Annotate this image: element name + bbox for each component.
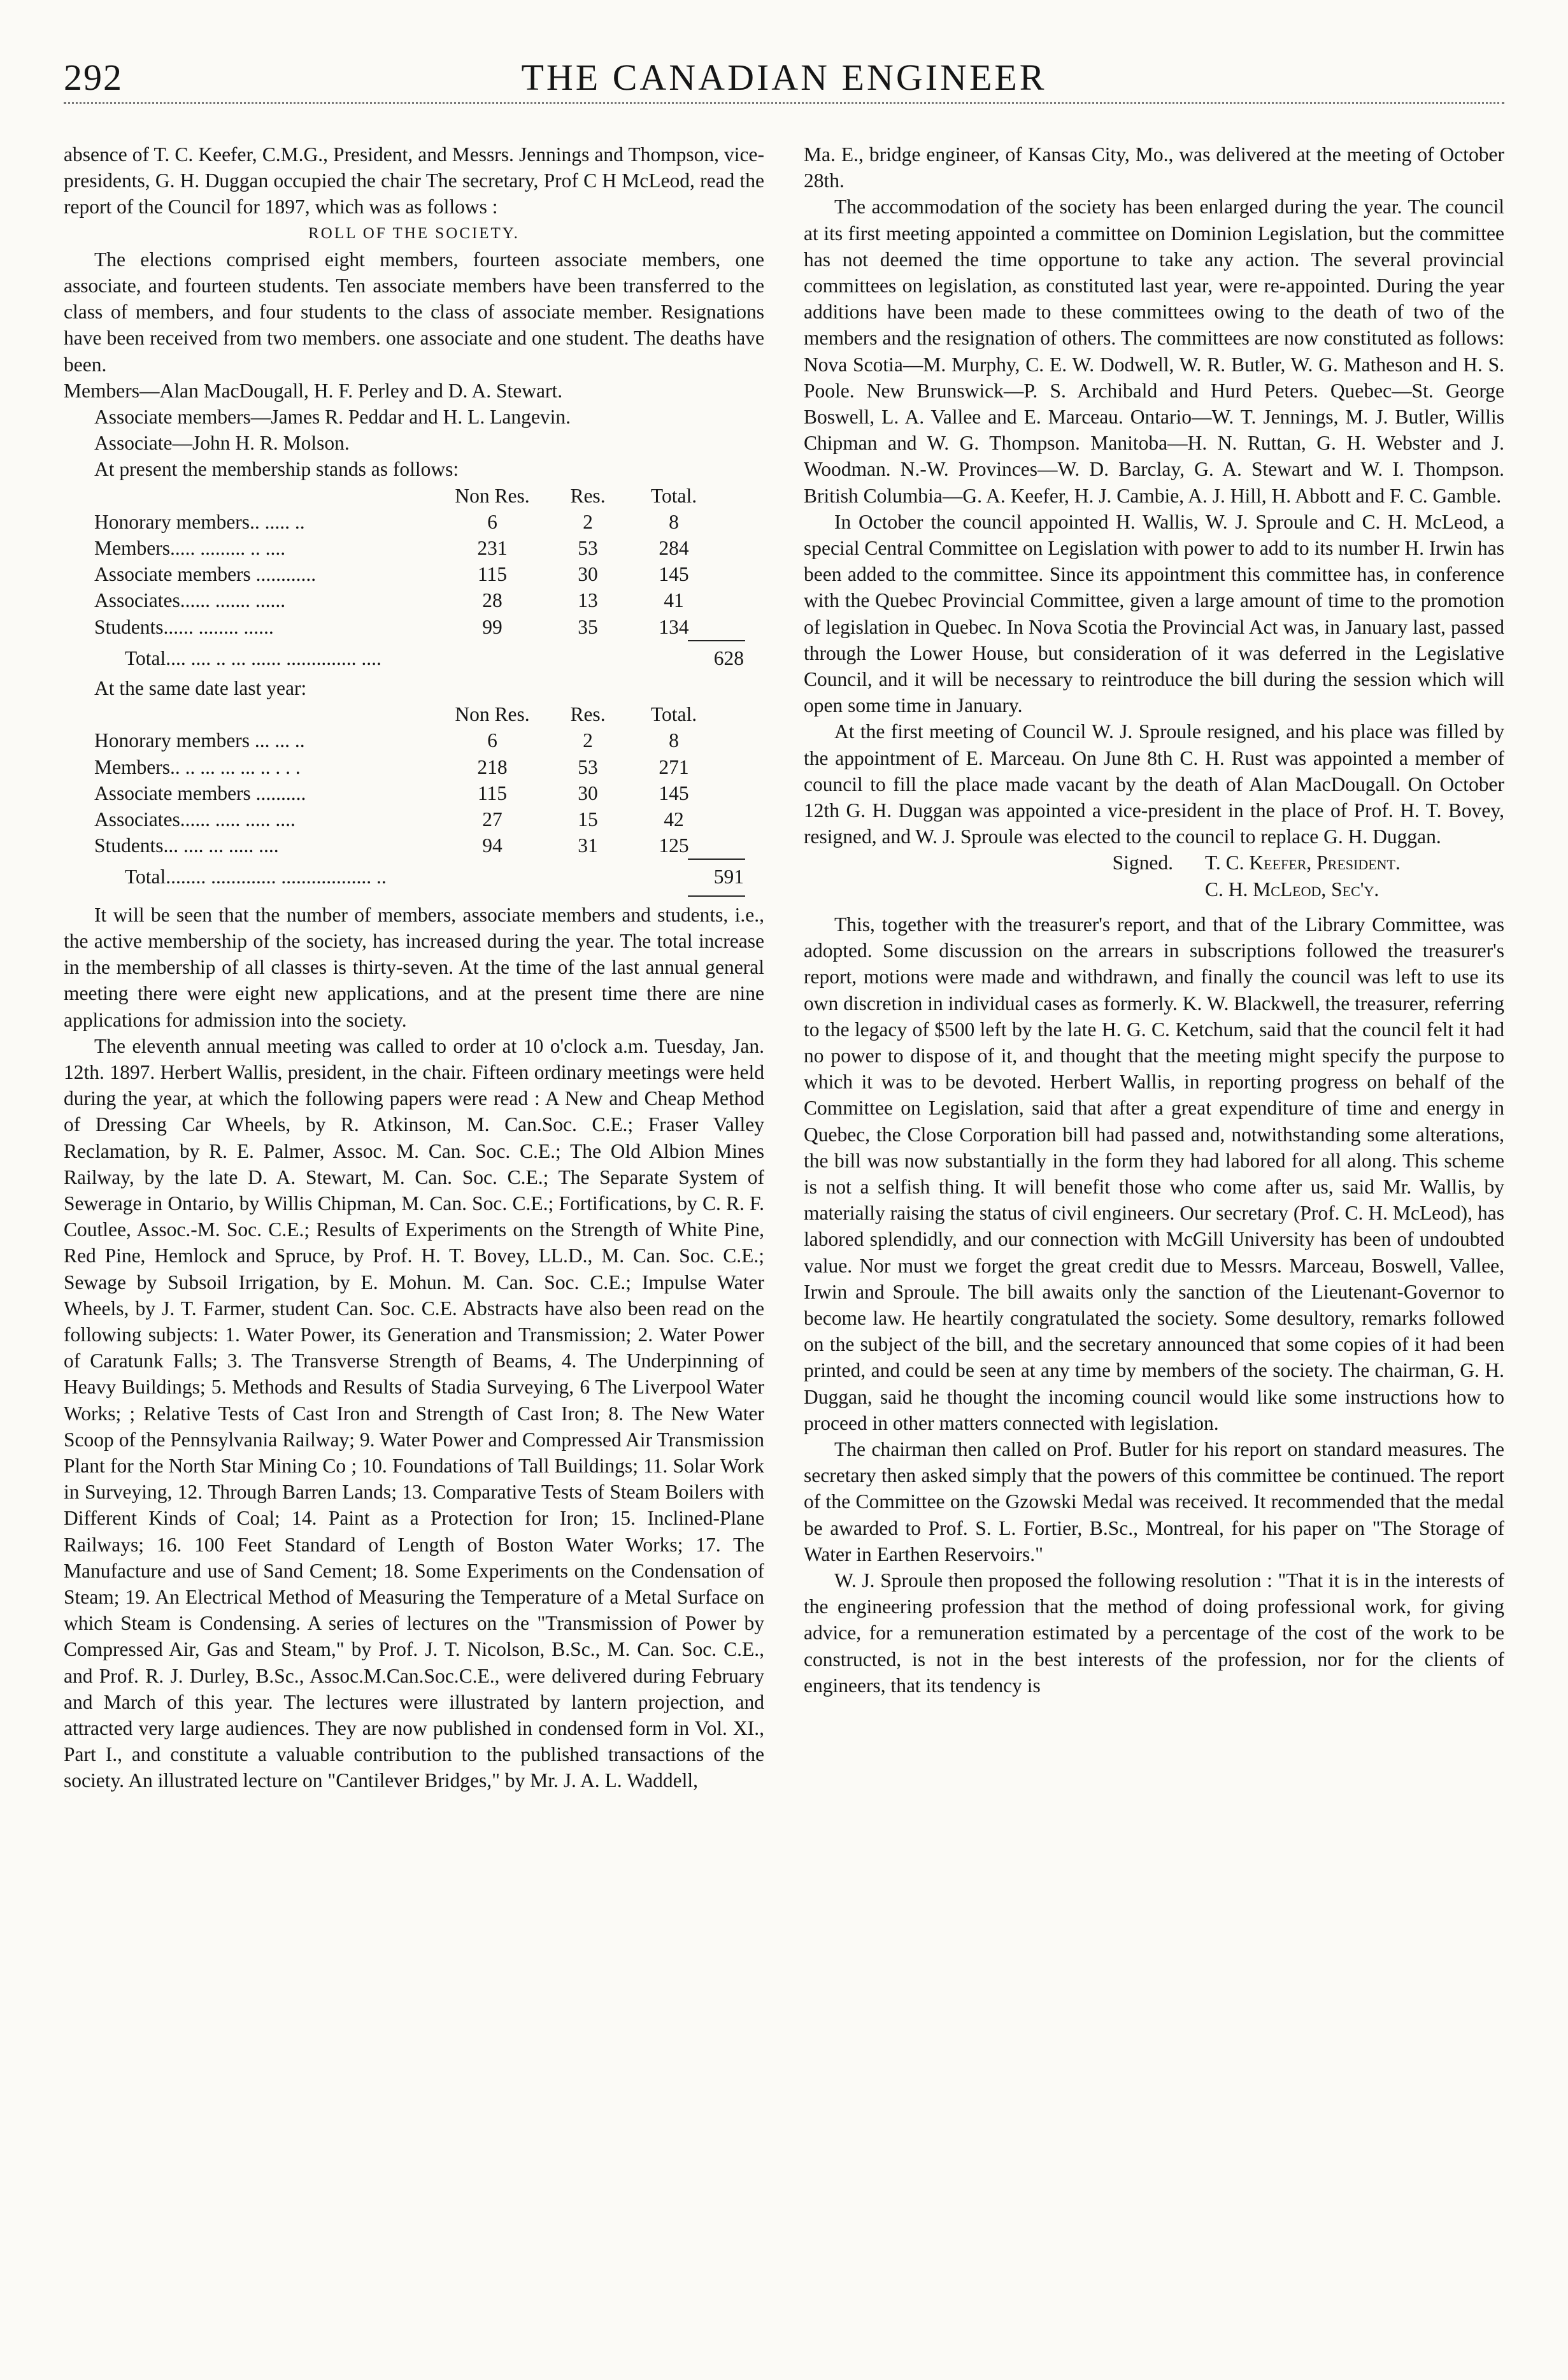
table-header-row	[94, 483, 712, 509]
accommodation-paragraph: The accommodation of the society has been enlarged during the year. The council at its first meeting appointed a committee on Dominion Legislation, but the committee has not deemed the time opportune to take any action. The several provincial committees on legislation, as constituted last year, were re-appointed. During the year additions have been made to these committees owing to the death of two of the members and the resignation of others. The committees are now constituted as follows: Nova Scotia—M. Murphy, C. E. W. Dodwell, W. R. Butler, W. G. Matheson and H. S. Poole. New Brunswick—P. S. Archibald and Hurd Peters. Quebec—St. George Boswell, L. A. Vallee and E. Marceau. Ontario—W. T. Jennings, M. J. Butler, Willis Chipman and W. G. Thompson. Manitoba—H. N. Ruttan, G. H. Webster and J. Woodman. N.-W. Provinces—W. D. Barclay, G. A. Stewart and W. I. Thompson. British Columbia—G. A. Keefer, H. J. Cambie, A. J. Hill, H. Abbott and F. C. Gamble.	[804, 196, 1504, 507]
journal-title: THE CANADIAN ENGINEER	[521, 57, 1047, 98]
membership-table-present	[94, 483, 712, 640]
meeting-paragraph: The eleventh annual meeting was called to order at 10 o'clock a.m. Tuesday, Jan. 12th. 1897. Herbert Wallis, president, in the chair. Fifteen ordinary meetings were held during the year, at which the following papers were read : A New and Cheap Method of Dressing Car Wheels, by R. Atkinson, M. Can.Soc. C.E.; Fraser Valley Reclamation, by R. E. Palmer, Assoc. M. Can. Soc. C.E.; The Old Albion Mines Railway, by the late D. A. Stewart, M. Can. Soc. C.E.; The Separate System of Sewerage in Ontario, by Willis Chipman, M. Can. Soc. C.E.; Fortifications, by C. R. F. Coutlee, Assoc.-M. Soc. C.E.; Results of Experiments on the Strength of White Pine, Red Pine, Hemlock and Spruce, by Prof. H. T. Bovey, LL.D., M. Can. Soc. C.E.; Sewage by Subsoil Irrigation, by E. Mohun. M. Can. Soc. C.E.; Impulse Water Wheels, by J. T. Farmer, student Can. Soc. C.E. Abstracts have also been read on the following subjects: 1. Water Power, its Generation and Transmission; 2. Water Power of Caratunk Falls; 3. The Transverse Strength of Beams, 4. The Underpinning of Heavy Buildings; 5. Methods and Results of Stadia Surveying, 6 The Liverpool Water Works; ; Relative Tests of Cast Iron and Strength of Cast Iron; 8. The New Water Scoop of the Pennsylvania Railway; 9. Water Power and Compressed Air Transmission Plant for the North Star Mining Co ; 10. Foundations of Tall Buildings; 11. Solar Work in Surveying, 12. Through Barren Lands; 13. Comparative Tests of Steam Boilers with Different Kinds of Coal; 14. Paint as a Protection for Iron; 15. Inclined-Plane Railways; 16. 100 Feet Standard of Length of Boston Water Works; 17. The Manufacture and use of Sand Cement; 18. Some Experiments on the Condensation of Steam; 19. An Electrical Method of Measuring the Temperature of a Metal Surface on which Steam is Condensing. A series of lectures on the "Transmission of Power by Compressed Air, Gas and Steam," by Prof. J. T. Nicolson, B.Sc., M. Can. Soc. C.E., and Prof. R. J. Durley, B.Sc., Assoc.M.Can.Soc.C.E., were delivered during February and March of this year. The lectures were illustrated by lantern projection, and attracted very large audiences. They are now published in condensed form in Vol. XI., Part I., and constitute a valuable contribution to the published transactions of the society. An illustrated lecture on "Cantilever Bridges," by Mr. J. A. L. Waddell,	[64, 1034, 764, 1792]
section-title-roll: ROLL OF THE SOCIETY.	[308, 224, 520, 242]
present-total-value: 628	[713, 646, 744, 669]
total-rule	[688, 640, 745, 641]
table-row: Associate members .......... 115 30 145	[94, 781, 689, 804]
increase-paragraph: It will be seen that the number of members, associate members and students, i.e., the active membership of the society, has increased during the year. The total increase in the membership of all classes is thirty-seven. At the time of the last annual general meeting there were eight new applications, and at the present time there are nine applications for admission into the society.	[64, 903, 764, 1031]
table-header-row	[94, 701, 712, 727]
table-row: Honorary members.. ..... .. 6 2 8	[94, 510, 679, 533]
page-number: 292	[64, 57, 123, 98]
left-column	[64, 141, 764, 1794]
signed-label: Signed.	[1112, 852, 1173, 874]
signature-block-secretary	[804, 876, 1504, 902]
col-header-non-res: Non Res.	[455, 484, 530, 507]
first-meeting-paragraph: At the first meeting of Council W. J. Sproule resigned, and his place was filled by the appointment of E. Marceau. On June 8th C. H. Rust was appointed a member of council to fill the place made vacant by the death of Alan MacDougall. On October 12th G. H. Duggan was appointed a vice-president in the place of Prof. H. T. Bovey, resigned, and W. J. Sproule was elected to the council to replace G. H. Duggan.	[804, 720, 1504, 848]
butler-paragraph: The chairman then called on Prof. Butler for his report on standard measures. The secretary then asked simply that the powers of this committee be continued. The report of the Committee on the Gzowski Medal was received. It recommended that the medal be awarded to Prof. S. L. Fortier, B.Sc., Montreal, for his paper on "The Storage of Water in Earthen Reservoirs."	[804, 1437, 1504, 1565]
last-year-total-label: Total........ ............. .................. ..	[125, 866, 387, 888]
deaths-associate-members: Associate members—James R. Peddar and H. L. Langevin.	[94, 406, 571, 429]
present-total-row	[94, 645, 757, 671]
table-row: Members.. .. ... ... ... .. . . . 218 53 271	[94, 755, 689, 778]
header-rule	[64, 102, 1504, 104]
intro-paragraph: absence of T. C. Keefer, C.M.G., President, and Messrs. Jennings and Thompson, vice-presidents, G. H. Duggan occupied the chair The secretary, Prof C H McLeod, read the report of the Council for 1897, which was as follows :	[64, 143, 764, 218]
elections-paragraph: The elections comprised eight members, fourteen associate members, one associate, and fourteen students. Ten associate members have been transferred to the class of members, and four students to the class of associate member. Resignations have been received from two members. one associate and one student. The deaths have been.	[64, 248, 764, 376]
col-header-total: Total.	[650, 484, 697, 507]
table-row: Students...... ........ ...... 99 35 134	[94, 615, 689, 638]
october-paragraph: In October the council appointed H. Wallis, W. J. Sproule and C. H. McLeod, a special Central Committee on Legislation with power to add to its number H. Irwin has been added to the committee. Since its appointment this committee has, in conference with the Quebec Provincial Committee, given a large amount of time to the promotion of legislation in Quebec. In Nova Scotia the Provincial Act was, in January last, passed through the Lower House, but consideration of it was deferred in the Legislative Council, and it will be necessary to reintroduce the bill during the session which will open some time in January.	[804, 510, 1504, 717]
table-row: Members..... ......... .. .... 231 53 284	[94, 537, 689, 560]
last-year-total-row	[94, 864, 757, 890]
deaths-associate: Associate—John H. R. Molson.	[94, 432, 350, 455]
col-header-res: Res.	[570, 703, 606, 726]
membership-table-last-year	[94, 701, 712, 859]
table-row: Students... .... ... ..... .... 94 31 125	[94, 834, 689, 857]
signature-president: T. C. Keefer, President.	[1205, 852, 1401, 874]
total-rule	[688, 859, 745, 860]
col-header-total: Total.	[650, 703, 697, 726]
continued-paragraph: Ma. E., bridge engineer, of Kansas City, Mo., was delivered at the meeting of October 28th.	[804, 143, 1504, 192]
last-year-intro: At the same date last year:	[94, 677, 307, 700]
deaths-members: Members—Alan MacDougall, H. F. Perley and D. A. Stewart.	[64, 379, 563, 402]
last-year-total-value: 591	[713, 866, 744, 888]
col-header-res: Res.	[570, 484, 606, 507]
col-header-non-res: Non Res.	[455, 703, 530, 726]
table-row: Associate members ............ 115 30 145	[94, 563, 689, 586]
table-row: Associates...... ..... ..... .... 27 15 42	[94, 808, 684, 831]
treasurer-paragraph: This, together with the treasurer's report, and that of the Library Committee, was adopted. Some discussion on the arrears in subscriptions followed the treasurer's report, motions were made and withdrawn, and finally the council was left to use its own discretion in individual cases as formerly. K. W. Blackwell, the treasurer, referring to the legacy of $500 left by the late H. G. C. Ketchum, said that the council felt it had no power to dispose of it, and thought that the meeting might specify the purpose to which it was to be devoted. Herbert Wallis, in reporting progress on behalf of the Committee on Legislation, said that after a great expenditure of time and energy in Quebec, the Close Corporation bill had passed and, notwithstanding some alterations, the bill was now substantially in the form they had labored for all along. This scheme is not a selfish thing. It will benefit those who come after us, said Mr. Wallis, by materially raising the status of civil engineers. Our secretary (Prof. C. H. McLeod), has labored splendidly, and our connection with McGill University has been of undoubted value. Nor must we forget the great credit due to Messrs. Marceau, Boswell, Vallee, Irwin and Sproule. The bill awaits only the sanction of the Lieutenant-Governor to become law. He heartily congratulated the society. Some desultory, remarks followed on the subject of the bill, and the secretary announced that some copies of it had been printed, and could be seen at any time by members of the society. The chairman, G. H. Duggan, said he thought the incoming council would like some instructions how to proceed in other matters connected with legislation.	[804, 913, 1504, 1434]
signature-block	[804, 850, 1504, 876]
resolution-paragraph: W. J. Sproule then proposed the following resolution : "That it is in the interests of the engineering profession that the method of doing professional work, for giving advice, for a remuneration estimated by a percentage of the cost of the work to be constructed, is not in the best interests of the profession, nor for the clients of engineers, that its tendency is	[804, 1569, 1504, 1697]
right-column	[804, 141, 1504, 1699]
page-header	[0, 56, 1568, 113]
present-intro: At present the membership stands as follows:	[94, 458, 459, 481]
signature-secretary: C. H. McLeod, Sec'y.	[1205, 878, 1379, 901]
present-total-label: Total.... .... .. ... ...... .............. ....	[125, 646, 381, 669]
table-row: Associates...... ....... ...... 28 13 41	[94, 589, 684, 612]
total-rule	[688, 895, 745, 897]
table-row: Honorary members ... ... .. 6 2 8	[94, 729, 679, 752]
